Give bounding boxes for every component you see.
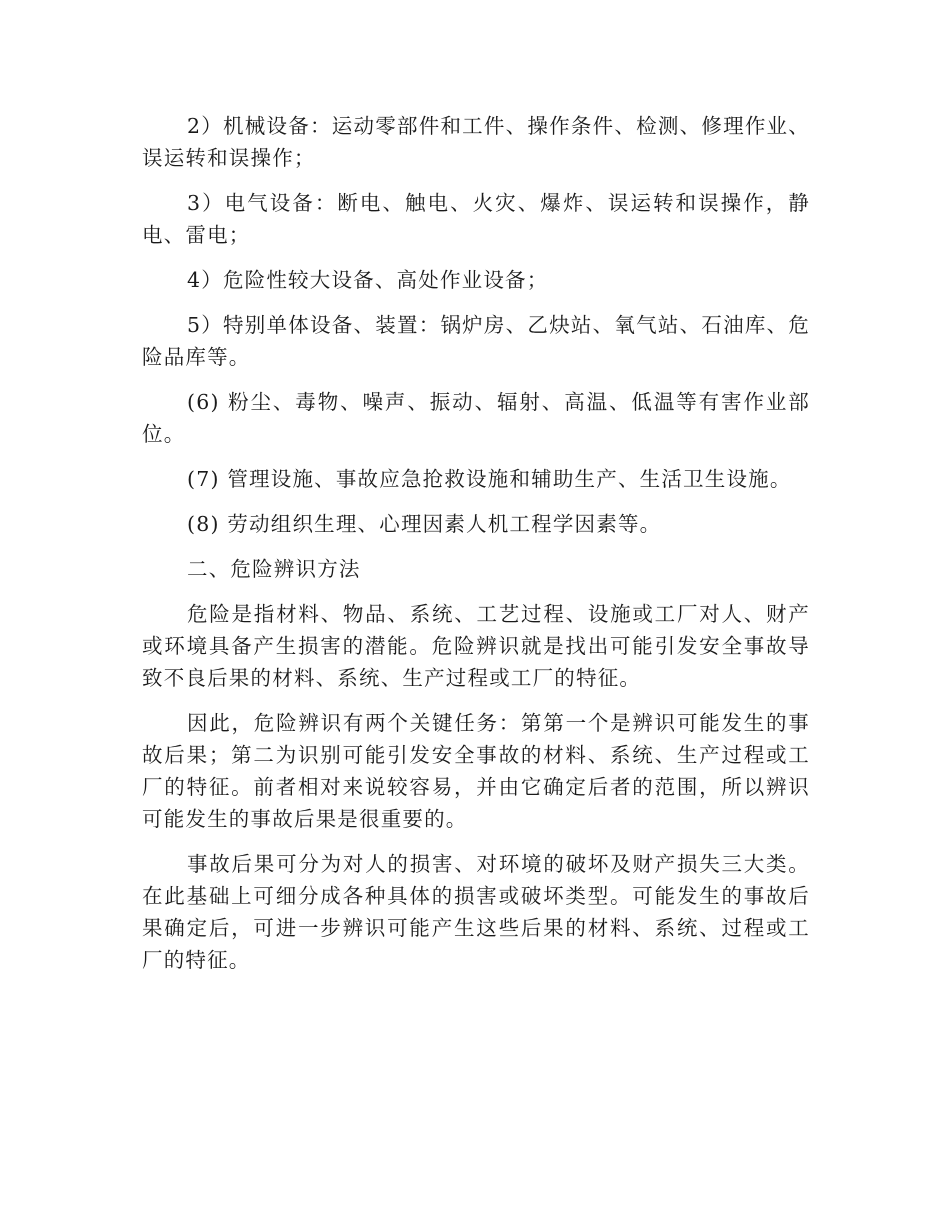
paragraph-high-risk-equipment: 4）危险性较大设备、高处作业设备； <box>187 268 549 292</box>
paragraph-labor-organization: (8) 劳动组织生理、心理因素人机工程学因素等。 <box>187 512 662 536</box>
paragraph-special-units: 5）特别单体设备、装置：锅炉房、乙炔站、氧气站、石油库、危险品库等。 <box>142 313 810 369</box>
paragraph-hazard-definition: 危险是指材料、物品、系统、工艺过程、设施或工厂对人、财产或环境具备产生损害的潜能。危险辨识就是找出可能引发安全事故导致不良后果的材料、系统、生产过程或工厂的特征。 <box>142 602 810 690</box>
paragraph-mechanical-equipment: 2）机械设备：运动零部件和工件、操作条件、检测、修理作业、误运转和误操作； <box>142 114 810 170</box>
section-heading-hazard-identification-methods: 二、危险辨识方法 <box>187 557 361 581</box>
paragraph-accident-consequences: 事故后果可分为对人的损害、对环境的破坏及财产损失三大类。在此基础上可细分成各种具体的损害或破坏类型。可能发生的事故后果确定后，可进一步辨识可能产生这些后果的材料、系统、过程或工厂的特征。 <box>142 852 810 972</box>
paragraph-management-facilities: (7) 管理设施、事故应急抢救设施和辅助生产、生活卫生设施。 <box>187 467 792 491</box>
document-body <box>142 110 810 976</box>
paragraph-key-tasks: 因此，危险辨识有两个关键任务：第第一个是辨识可能发生的事故后果；第二为识别可能引发安全事故的材料、系统、生产过程或工厂的特征。前者相对来说较容易，并由它确定后者的范围，所以辨识可能发生的事故后果是很重要的。 <box>142 711 810 831</box>
paragraph-harmful-work-locations: (6) 粉尘、毒物、噪声、振动、辐射、高温、低温等有害作业部位。 <box>142 390 810 446</box>
paragraph-electrical-equipment: 3）电气设备：断电、触电、火灾、爆炸、误运转和误操作，静电、雷电； <box>142 191 810 247</box>
